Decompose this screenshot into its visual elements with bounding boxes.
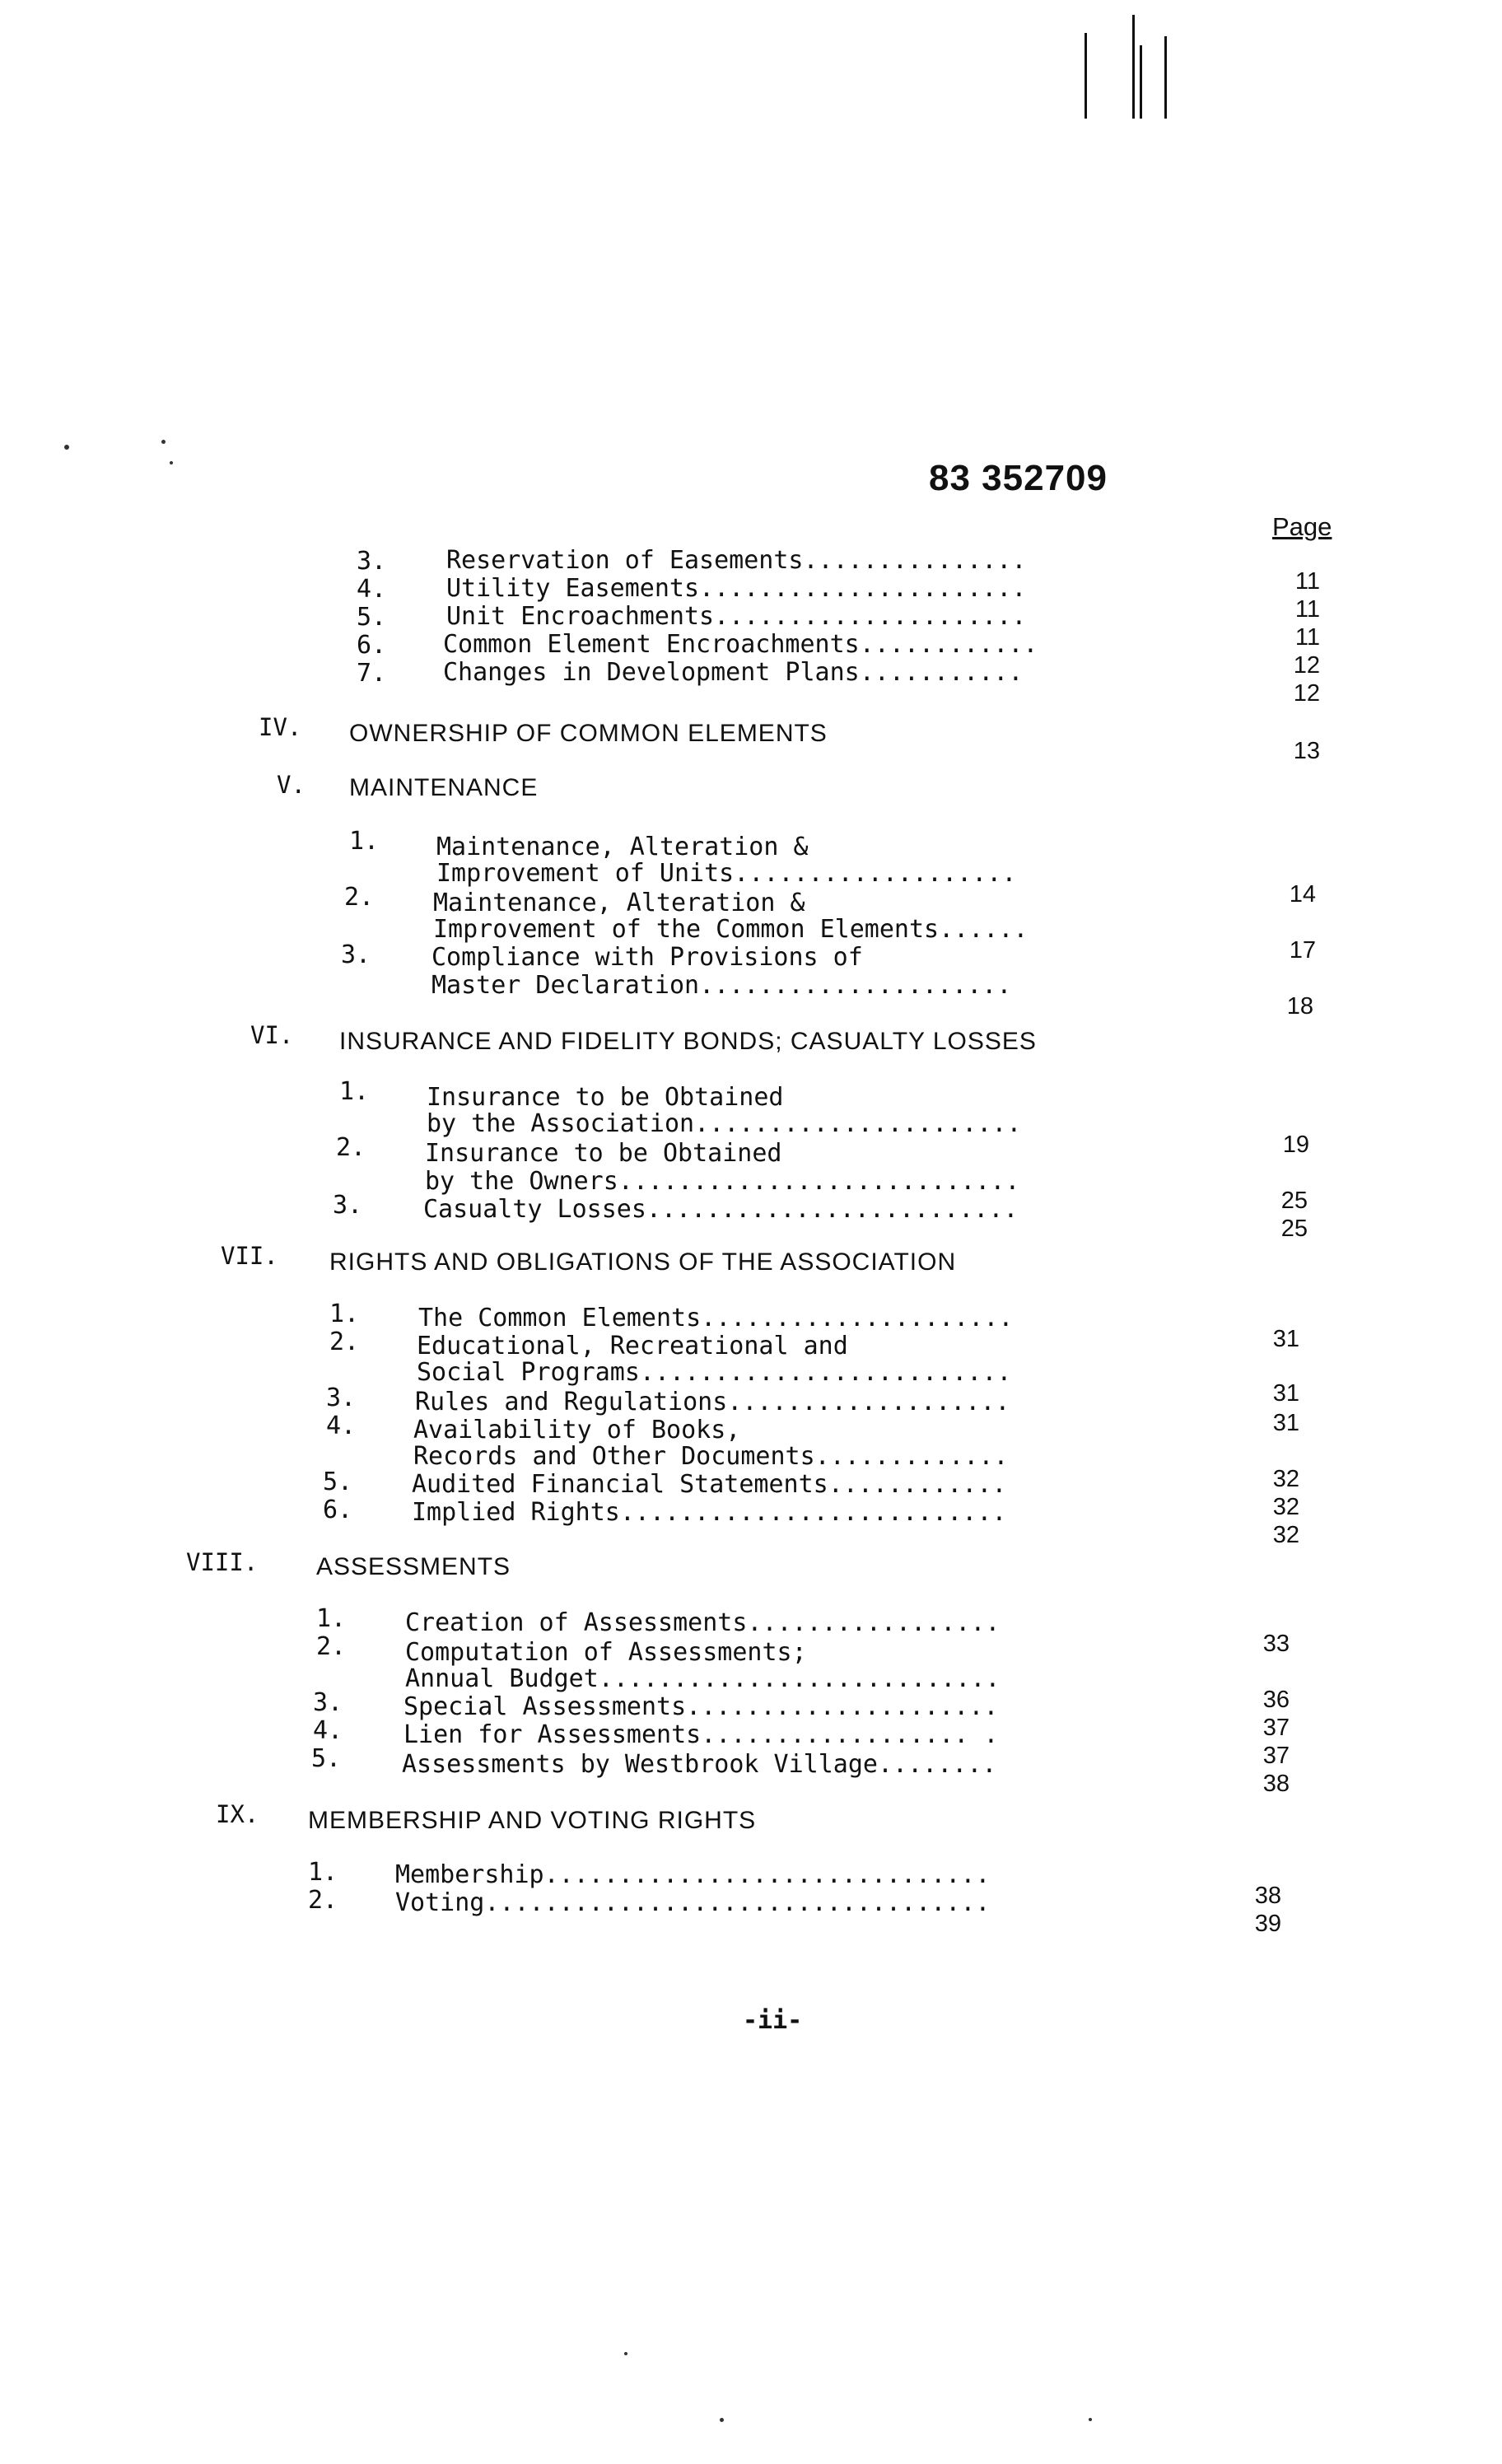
item-text: Master Declaration.....................	[431, 971, 1012, 1000]
item-number: 1.	[308, 1858, 338, 1887]
scan-mark	[1164, 36, 1167, 119]
item-number: 3.	[357, 547, 387, 576]
scan-speck	[170, 461, 173, 464]
item-number: 2.	[316, 1632, 347, 1661]
section-numeral: IX.	[216, 1800, 259, 1828]
scan-speck	[624, 2352, 627, 2355]
item-number: 3.	[313, 1688, 343, 1717]
scan-mark	[1085, 33, 1087, 119]
item-number: 2.	[344, 883, 375, 912]
section-numeral: VI.	[250, 1021, 294, 1049]
item-text: Compliance with Provisions of	[431, 943, 863, 972]
scan-speck	[720, 2418, 724, 2422]
item-number: 2.	[329, 1328, 360, 1356]
item-page: 31	[1272, 1326, 1299, 1352]
item-page: 37	[1262, 1715, 1290, 1741]
scan-mark	[1132, 15, 1135, 119]
scan-speck	[161, 440, 166, 444]
section-title: MAINTENANCE	[349, 774, 539, 801]
item-page: 25	[1280, 1188, 1308, 1214]
item-text: Improvement of Units...................	[436, 859, 1017, 888]
item-text: The Common Elements.....................	[418, 1304, 1014, 1332]
item-text: Annual Budget...........................	[405, 1664, 1001, 1693]
item-number: 6.	[323, 1496, 353, 1524]
item-number: 4.	[313, 1716, 343, 1745]
item-number: 1.	[316, 1604, 347, 1633]
item-number: 1.	[339, 1077, 370, 1106]
item-page: 36	[1262, 1687, 1290, 1713]
section-title: ASSESSMENTS	[316, 1553, 511, 1580]
item-number: 3.	[333, 1191, 363, 1220]
item-page: 12	[1293, 680, 1320, 707]
item-page: 39	[1254, 1911, 1281, 1937]
scan-speck	[64, 445, 69, 450]
item-number: 2.	[308, 1886, 338, 1915]
item-text: Audited Financial Statements............	[412, 1470, 1007, 1499]
item-text: by the Owners...........................	[425, 1167, 1020, 1196]
page-footer-number: -ii-	[743, 2006, 803, 2035]
item-number: 6.	[357, 631, 387, 660]
item-page: 11	[1294, 568, 1320, 595]
item-text: Voting..................................	[395, 1888, 991, 1917]
item-text: Unit Encroachments.....................	[446, 602, 1027, 631]
section-page: 13	[1293, 738, 1320, 764]
item-text: Educational, Recreational and	[417, 1332, 848, 1360]
item-page: 14	[1289, 881, 1316, 908]
item-page: 11	[1294, 624, 1320, 651]
item-text: Assessments by Westbrook Village........	[402, 1750, 997, 1779]
item-number: 3.	[326, 1384, 357, 1412]
item-text: Computation of Assessments;	[405, 1638, 807, 1667]
section-title: OWNERSHIP OF COMMON ELEMENTS	[349, 720, 828, 747]
item-number: 1.	[329, 1300, 360, 1328]
item-text: Creation of Assessments.................	[405, 1608, 1001, 1637]
section-numeral: VII.	[221, 1242, 278, 1270]
item-page: 32	[1272, 1494, 1299, 1520]
item-page: 33	[1262, 1631, 1290, 1657]
item-number: 7.	[357, 659, 387, 688]
item-text: Insurance to be Obtained	[425, 1139, 782, 1168]
section-numeral: V.	[277, 771, 306, 799]
item-text: Social Programs.........................	[417, 1358, 1012, 1387]
item-text: Changes in Development Plans...........	[443, 658, 1024, 687]
document-number: 83 352709	[929, 458, 1108, 498]
item-text: Records and Other Documents.............	[413, 1442, 1009, 1471]
item-text: Improvement of the Common Elements......	[433, 915, 1029, 944]
item-number: 5.	[311, 1744, 342, 1773]
item-page: 38	[1262, 1771, 1290, 1797]
item-page: 12	[1293, 652, 1320, 679]
item-page: 11	[1294, 596, 1320, 623]
item-text: Availability of Books,	[413, 1416, 741, 1444]
item-number: 1.	[349, 827, 380, 856]
item-number: 4.	[326, 1412, 357, 1440]
item-page: 32	[1272, 1522, 1299, 1548]
item-text: by the Association......................	[427, 1109, 1022, 1138]
item-number: 5.	[357, 603, 387, 632]
item-page: 17	[1289, 937, 1316, 964]
item-page: 37	[1262, 1743, 1290, 1769]
section-numeral: IV.	[259, 713, 302, 741]
item-text: Utility Easements......................	[446, 574, 1027, 603]
item-number: 5.	[323, 1468, 353, 1496]
item-text: Implied Rights..........................	[412, 1498, 1007, 1527]
item-page: 38	[1254, 1883, 1281, 1909]
item-text: Maintenance, Alteration &	[436, 833, 809, 861]
item-page: 32	[1272, 1466, 1299, 1492]
item-text: Membership..............................	[395, 1860, 991, 1889]
item-text: Casualty Losses.........................	[423, 1195, 1019, 1224]
section-numeral: VIII.	[186, 1548, 259, 1576]
item-text: Special Assessments.....................	[403, 1692, 999, 1721]
section-title: INSURANCE AND FIDELITY BONDS; CASUALTY LOSSES	[339, 1028, 1037, 1055]
item-text: Insurance to be Obtained	[427, 1083, 784, 1112]
item-text: Reservation of Easements...............	[446, 546, 1027, 575]
scan-speck	[1089, 2418, 1092, 2421]
item-page: 31	[1272, 1410, 1299, 1436]
page-column-heading: Page	[1272, 512, 1332, 541]
section-title: RIGHTS AND OBLIGATIONS OF THE ASSOCIATION	[329, 1248, 957, 1276]
scan-mark	[1140, 45, 1142, 119]
section-title: MEMBERSHIP AND VOTING RIGHTS	[308, 1807, 757, 1834]
item-text: Lien for Assessments.................. .	[403, 1720, 999, 1749]
item-page: 31	[1272, 1380, 1299, 1407]
item-page: 18	[1286, 993, 1313, 1020]
item-text: Rules and Regulations...................	[415, 1388, 1010, 1416]
item-page: 19	[1282, 1132, 1309, 1158]
item-number: 4.	[357, 575, 387, 604]
item-page: 25	[1280, 1216, 1308, 1242]
item-number: 2.	[336, 1133, 366, 1162]
item-text: Common Element Encroachments............	[443, 630, 1038, 659]
item-text: Maintenance, Alteration &	[433, 889, 805, 917]
item-number: 3.	[341, 940, 371, 969]
